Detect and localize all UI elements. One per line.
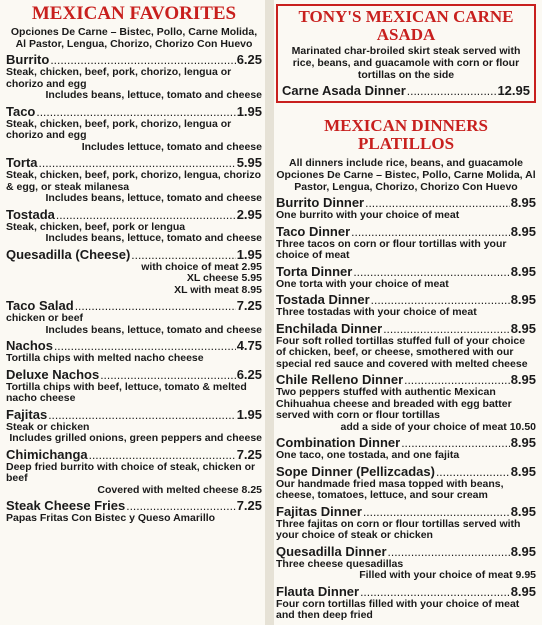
favorites-title: MEXICAN FAVORITES [31,3,237,24]
leader-dots [50,53,235,67]
leader-dots [48,408,236,422]
carne-asada-title: TONY'S MEXICAN CARNE ASADA [298,7,514,44]
menu-item [276,436,536,462]
item-description: Deep fried burrito with choice of steak, chicken or beef [6,460,256,484]
leader-dots [404,373,510,387]
leader-dots [131,248,235,262]
leader-dots [36,105,235,119]
menu-item [276,545,536,582]
item-price: 8.95 [510,503,536,519]
dinners-list [276,196,536,622]
item-description: One taco, one tostada, and one fajita [276,449,460,461]
leader-dots [436,465,510,479]
item-name: Torta [6,155,38,170]
item-description: Steak or chicken [6,420,90,433]
item-description: chicken or beef [6,312,84,324]
item-description: One torta with your choice of meat [276,277,449,290]
item-note: Filled with your choice of meat 9.95 [359,569,536,581]
item-price: 6.25 [236,52,262,67]
item-price: 8.95 [510,223,536,239]
item-price: 1.95 [236,406,262,422]
item-note: XL cheese 5.95 [186,272,262,284]
left-column [0,0,262,625]
item-name: Enchilada Dinner [276,320,383,336]
item-name: Taco Dinner [276,223,351,239]
menu-item [6,53,262,102]
item-name: Taco [6,103,36,119]
leader-dots [407,84,497,98]
item-note: Includes beans, lettuce, tomato and cheese [45,323,262,336]
menu-item [276,265,536,291]
item-price: 8.95 [510,583,536,599]
menu-item [276,373,536,433]
item-description: Tortilla chips with beef, lettuce, tomato & melted nacho cheese [6,380,247,404]
menu-item [6,339,262,365]
carne-asada-box [276,4,536,103]
leader-dots [100,368,235,382]
item-price: 5.95 [236,155,262,170]
item-description: Three tostadas with your choice of meat [276,306,477,318]
leader-dots [75,299,236,313]
menu-item [6,299,262,336]
leader-dots [353,265,509,279]
item-name: Quesadilla (Cheese) [6,246,131,262]
item-name: Burrito Dinner [276,195,365,210]
dinners-title: MEXICAN DINNERS PLATILLOS [324,116,488,153]
item-description: Three tacos on corn or flour tortillas with your choice of meat [276,237,507,261]
leader-dots [383,322,509,336]
item-price: 12.95 [497,83,530,98]
item-name: Chile Relleno Dinner [276,372,404,387]
leader-dots [351,225,510,239]
item-price: 7.25 [236,298,262,313]
leader-dots [39,156,236,170]
item-description: Two peppers stuffed with authentic Mexican Chihuahua cheese and breaded with egg batter served with corn or flour tortillas [276,386,512,421]
menu-item [6,248,262,297]
item-price: 6.25 [236,366,262,382]
item-price: 8.95 [510,372,536,387]
menu-item [276,293,536,319]
menu-item [276,322,536,371]
leader-dots [365,196,510,210]
item-description: Three fajitas on corn or flour tortillas served with your choice of steak or chicken [276,517,521,541]
item-price: 8.95 [510,195,536,210]
item-name: Steak Cheese Fries [6,498,126,513]
item-price: 1.95 [236,246,262,262]
item-note: Includes grilled onions, green peppers and cheese [9,432,262,444]
item-name: Deluxe Nachos [6,366,100,382]
item-description: Three cheese quesadillas [276,557,404,570]
item-price: 8.95 [510,463,536,479]
item-note: XL with meat 8.95 [174,283,262,296]
menu-item [276,465,536,502]
item-note: add a side of your choice of meat 10.50 [340,420,536,433]
item-name: Carne Asada Dinner [282,83,406,98]
menu-item [282,84,530,98]
item-name: Flauta Dinner [276,583,360,599]
item-price: 1.95 [236,103,262,119]
item-name: Tostada [6,206,55,222]
item-price: 8.95 [510,543,536,559]
leader-dots [360,585,510,599]
item-description: Four corn tortillas filled with your choice of meat and then deep fried [276,597,520,621]
item-description: Four soft rolled tortillas stuffed full of your choice of chicken, beef, or cheese, smothered with our special red sauce and covered with melted cheese [276,334,528,370]
menu-item [6,499,262,525]
item-name: Nachos [6,338,53,353]
item-price: 4.75 [236,338,262,353]
item-note: Includes beans, lettuce, tomato and cheese [45,192,262,204]
item-price: 7.25 [236,446,262,462]
item-price: 7.25 [236,498,262,513]
menu-item [276,196,536,222]
favorites-meat-options: Opciones De Carne – Bistec, Pollo, Carne Molida, Al Pastor, Lengua, Chorizo, Chorizo Con Huevo [10,26,258,50]
item-description: Steak, chicken, beef, pork, chorizo, lengua or chorizo and egg [6,66,232,90]
menu-item [6,368,262,405]
item-name: Chimichanga [6,446,88,462]
leader-dots [54,339,236,353]
menu-item [6,208,262,245]
menu-item [6,156,262,205]
item-name: Tostada Dinner [276,292,370,307]
item-price: 2.95 [236,206,262,222]
item-description: Papas Fritas Con Bistec y Queso Amarillo [6,512,216,524]
item-description: Steak, chicken, beef, pork, chorizo, lengua, chorizo & egg, or steak milanesa [6,169,261,193]
item-note: Includes beans, lettuce, tomato and cheese [45,232,262,244]
item-name: Combination Dinner [276,435,401,450]
item-name: Taco Salad [6,298,74,313]
leader-dots [363,505,510,519]
item-note: Covered with melted cheese 8.25 [97,483,262,496]
item-name: Burrito [6,52,50,67]
item-name: Torta Dinner [276,263,353,279]
item-name: Fajitas [6,406,48,422]
column-divider [265,0,274,625]
item-description: Our handmade fried masa topped with beans, cheese, tomatoes, lettuce, and sour cream [276,477,504,501]
leader-dots [388,545,510,559]
item-price: 8.95 [510,435,536,450]
menu-item [276,585,536,622]
item-price: 8.95 [510,320,536,336]
dinners-intro: All dinners include rice, beans, and guacamole Opciones De Carne – Bistec, Pollo, Carne Molida, Al Pastor, Lengua, Chorizo, Chorizo Con Huevo [276,157,536,193]
leader-dots [371,293,510,307]
menu-item [276,505,536,542]
menu-item [6,105,262,154]
item-note: Includes lettuce, tomato and cheese [81,140,262,153]
item-description: Steak, chicken, beef, pork or lengua [6,220,186,233]
leader-dots [401,436,509,450]
item-name: Sope Dinner (Pellizcadas) [276,463,435,479]
leader-dots [126,499,235,513]
item-price: 8.95 [510,263,536,279]
item-description: One burrito with your choice of meat [276,209,460,221]
right-column [276,0,542,625]
item-name: Quesadilla Dinner [276,543,387,559]
item-description: Steak, chicken, beef, pork, chorizo, lengua or chorizo and egg [6,117,232,141]
item-price: 8.95 [510,292,536,307]
leader-dots [56,208,236,222]
item-name: Fajitas Dinner [276,503,362,519]
favorites-list [6,53,262,525]
carne-asada-description: Marinated char-broiled skirt steak served with rice, beans, and guacamole with corn or flour tortillas on the side [291,45,521,81]
menu-item [6,408,262,445]
menu-item [6,448,262,497]
leader-dots [89,448,236,462]
item-note: with choice of meat 2.95 [141,260,262,273]
item-description: Tortilla chips with melted nacho cheese [6,352,204,364]
item-note: Includes beans, lettuce, tomato and cheese [45,89,262,101]
menu-item [276,225,536,262]
